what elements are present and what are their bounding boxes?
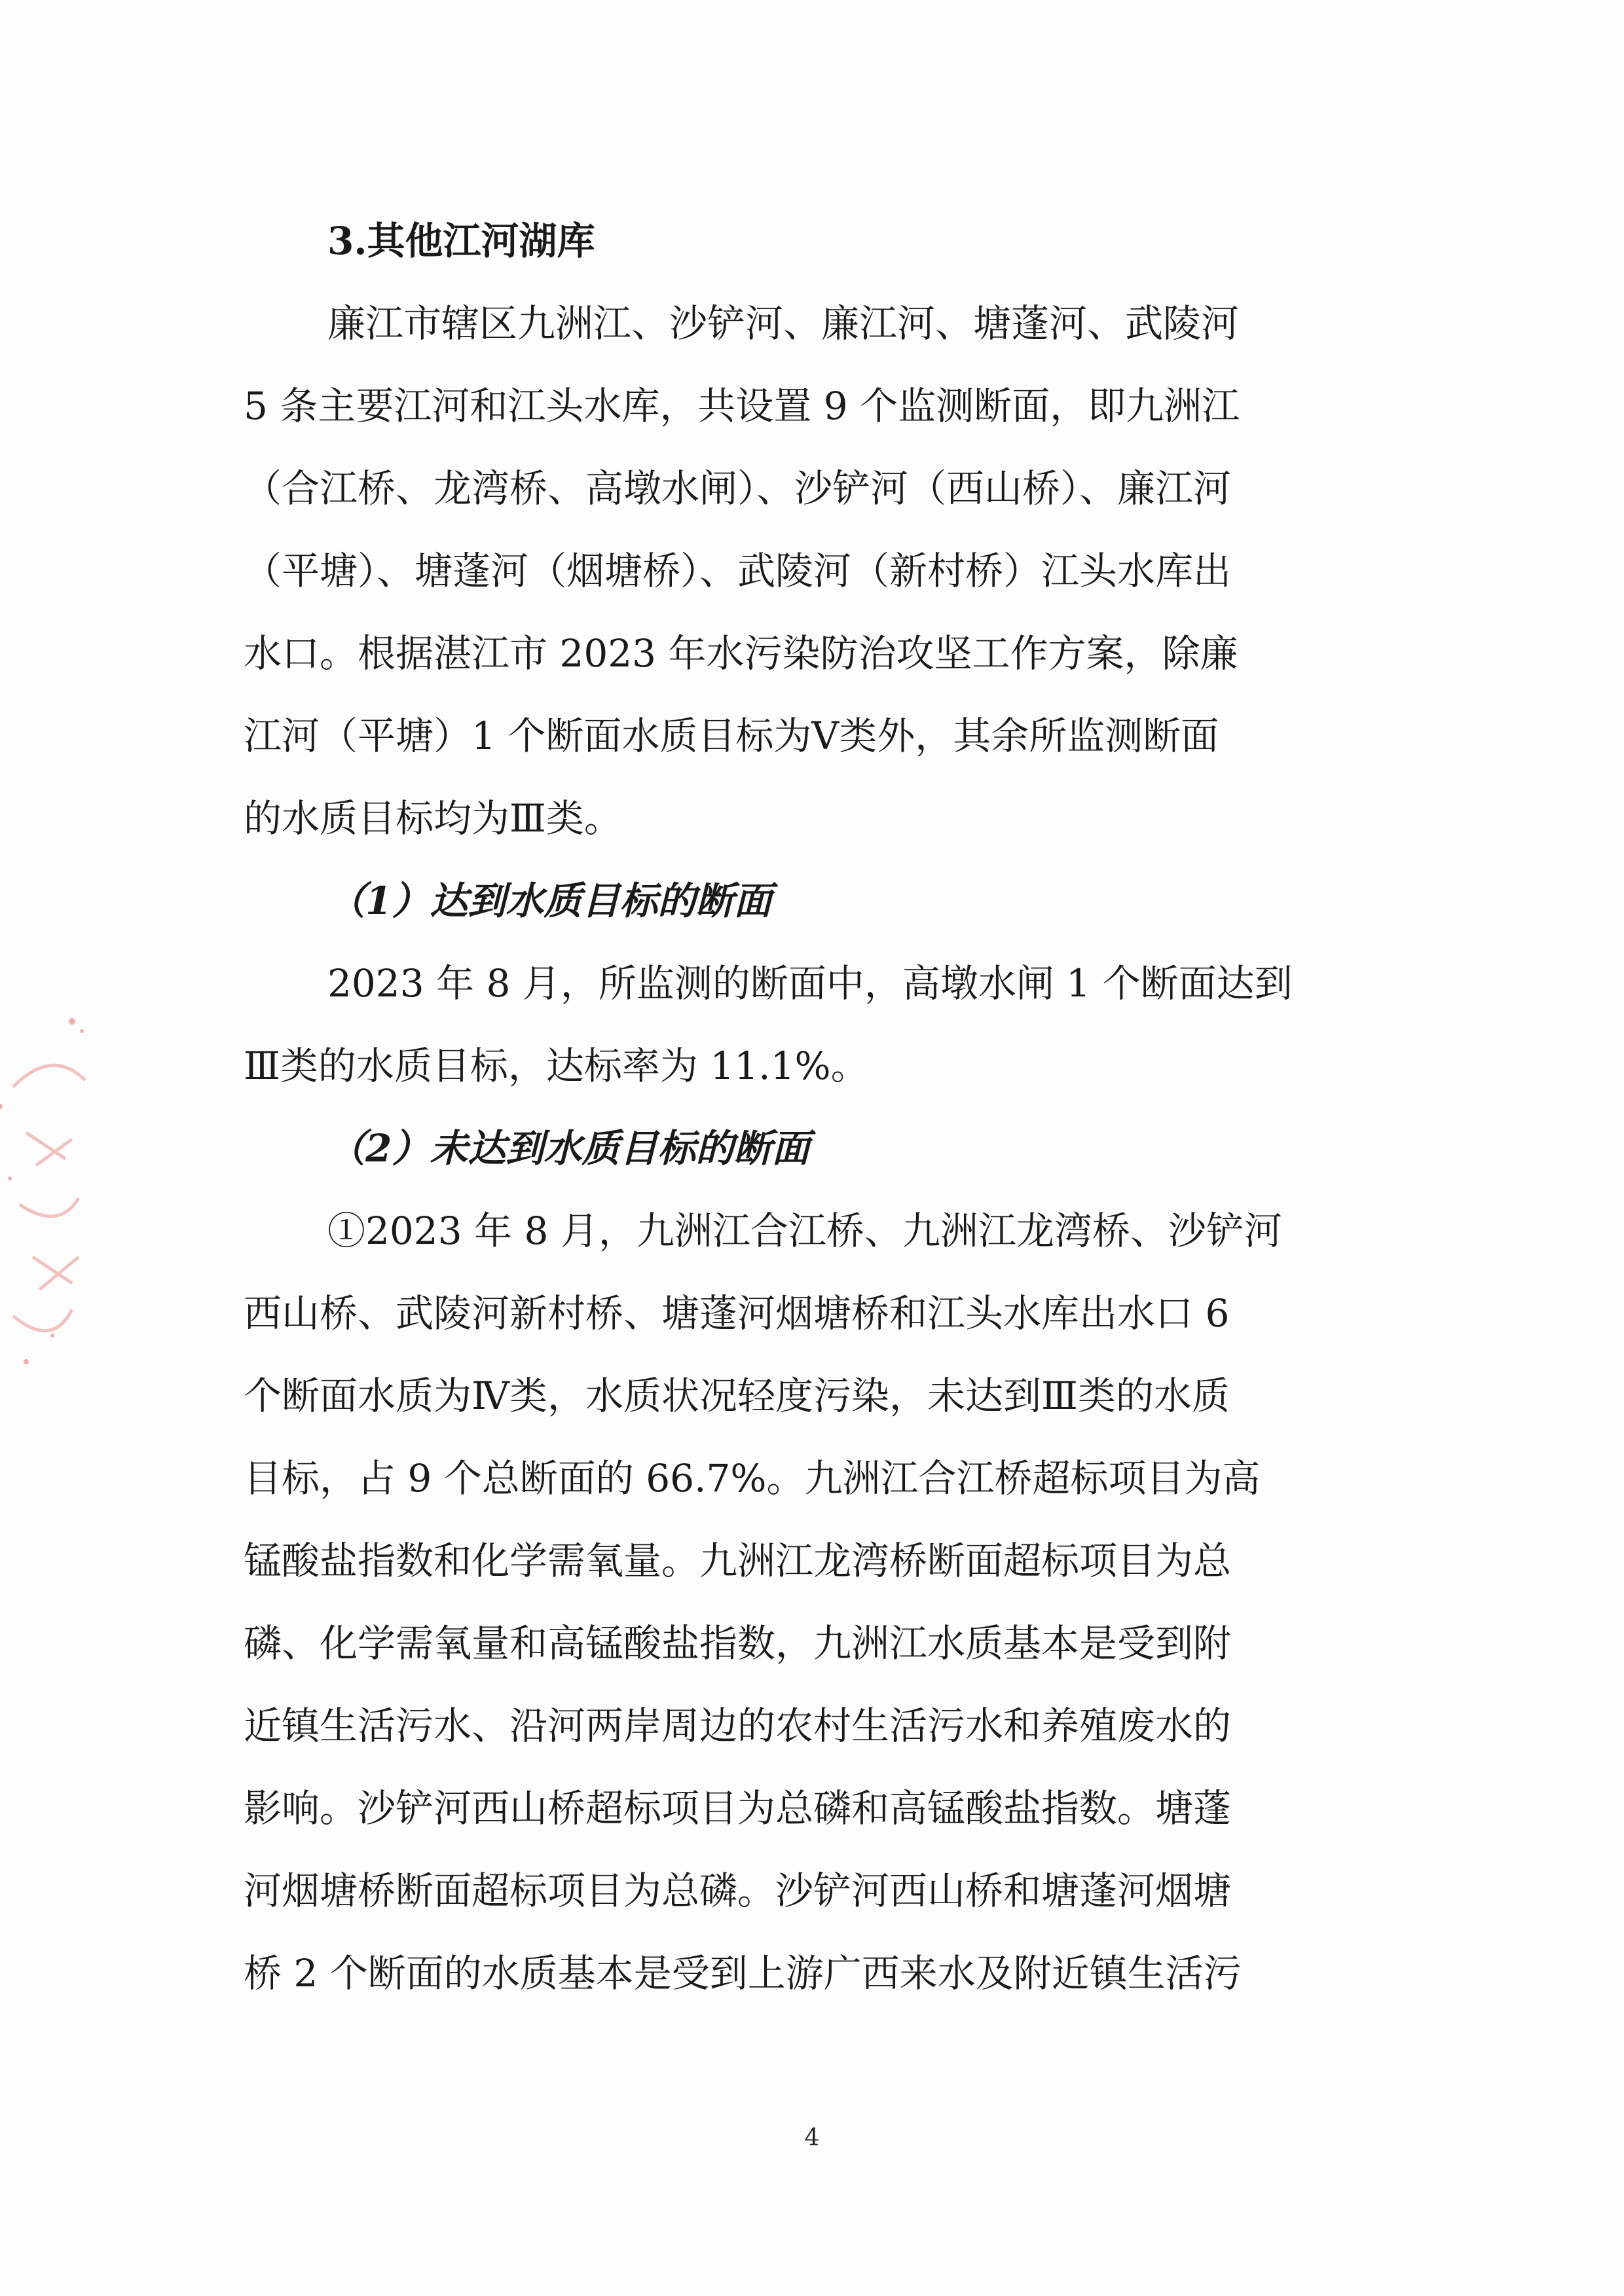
paragraph-not-met-target: [244, 1190, 1375, 2014]
text-line: （合江桥、龙湾桥、高墩水闸）、沙铲河（西山桥）、廉江河: [244, 466, 1232, 511]
subheading-met-target: （1）达到水质目标的断面: [327, 879, 772, 923]
text-line: 西山桥、武陵河新村桥、塘蓬河烟塘桥和江头水库出水口 6: [244, 1291, 1230, 1336]
text-line: 5 条主要江河和江头水库，共设置 9 个监测断面，即九洲江: [244, 384, 1240, 428]
text-line: 廉江市辖区九洲江、沙铲河、廉江河、塘蓬河、武陵河: [327, 301, 1240, 346]
text-line: 桥 2 个断面的水质基本是受到上游广西来水及附近镇生活污: [244, 1951, 1242, 1995]
text-line: 影响。沙铲河西山桥超标项目为总磷和高锰酸盐指数。塘蓬: [244, 1786, 1232, 1831]
text-line: 磷、化学需氧量和高锰酸盐指数，九洲江水质基本是受到附: [244, 1621, 1232, 1666]
subheading-not-met-target: （2）未达到水质目标的断面: [327, 1126, 810, 1171]
text-line: 锰酸盐指数和化学需氧量。九洲江龙湾桥断面超标项目为总: [244, 1539, 1232, 1583]
text-line: ①2023 年 8 月，九洲江合江桥、九洲江龙湾桥、沙铲河: [327, 1209, 1282, 1253]
text-line: 水口。根据湛江市 2023 年水污染防治攻坚工作方案，除廉: [244, 631, 1238, 676]
text-line: Ⅲ类的水质目标，达标率为 11.1%。: [244, 1044, 869, 1088]
text-line: 的水质目标均为Ⅲ类。: [244, 796, 622, 841]
text-line: 目标，占 9 个总断面的 66.7%。九洲江合江桥超标项目为高: [244, 1456, 1261, 1501]
text-line: （平塘）、塘蓬河（烟塘桥）、武陵河（新村桥）江头水库出: [244, 549, 1232, 593]
text-line: 河烟塘桥断面超标项目为总磷。沙铲河西山桥和塘蓬河烟塘: [244, 1868, 1232, 1913]
paragraph-monitoring-sections: [244, 282, 1375, 860]
paragraph-met-target: [244, 942, 1375, 1107]
text-line: 2023 年 8 月，所监测的断面中，高墩水闸 1 个断面达到: [327, 961, 1293, 1006]
text-line: 个断面水质为Ⅳ类，水质状况轻度污染，未达到Ⅲ类的水质: [244, 1374, 1230, 1418]
text-line: 江河（平塘）1 个断面水质目标为Ⅴ类外，其余所监测断面: [244, 714, 1219, 758]
document-body: [244, 200, 1375, 2014]
section-heading: 3.其他江河湖库: [327, 219, 595, 263]
red-seal-stamp: [0, 1008, 105, 1388]
text-line: 近镇生活污水、沿河两岸周边的农村生活污水和养殖废水的: [244, 1704, 1232, 1748]
page-number: 4: [804, 2124, 820, 2151]
